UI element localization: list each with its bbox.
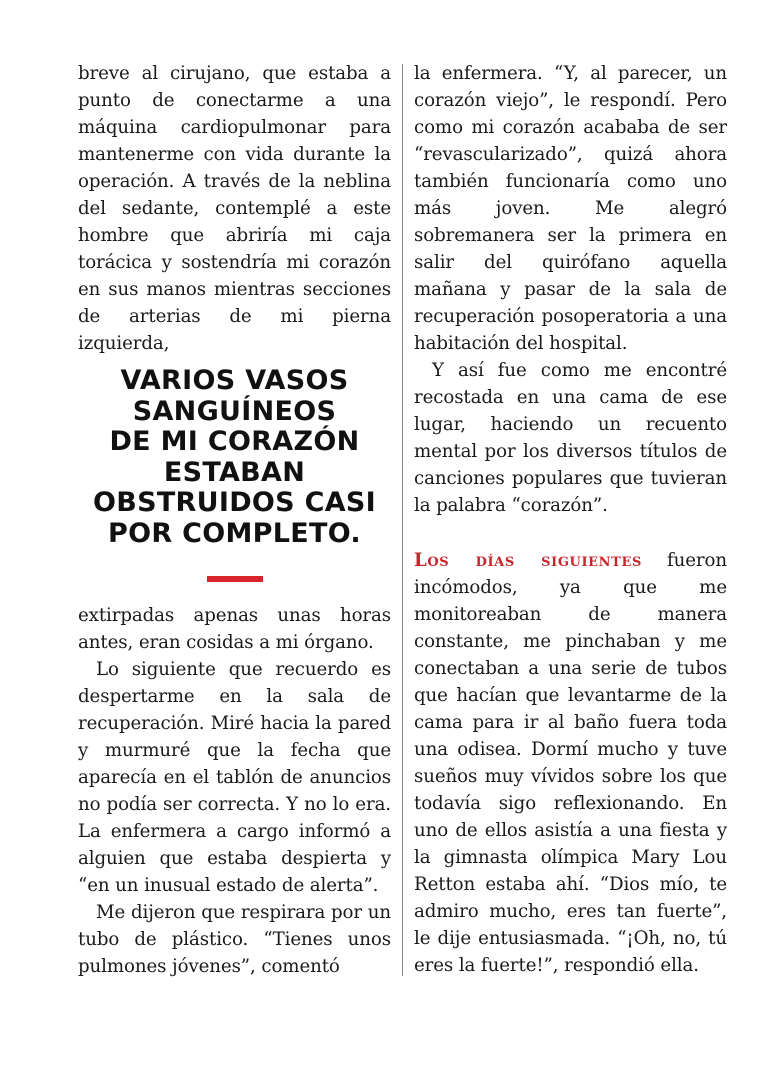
pull-quote <box>78 366 391 582</box>
right-text-top <box>414 60 727 519</box>
section-lead-in: Los días siguientes <box>414 550 642 571</box>
paragraph: breve al cirujano, que estaba a punto de conectarme a una máquina cardiopulmonar para mantenerme con vida durante la operación. A través de la neblina del sedante, contemplé a este hombre que abriría mi caja torácica y sostendría mi corazón en sus manos mientras secciones de arterias de mi pierna izquierda, <box>78 63 391 354</box>
paragraph <box>414 547 727 979</box>
pull-quote-line: OBSTRUIDOS CASI <box>92 487 377 518</box>
pull-quote-text <box>78 366 391 549</box>
pull-quote-line: DE MI CORAZÓN <box>109 426 360 457</box>
left-text-bottom <box>78 602 391 980</box>
pull-quote-line: SANGUÍNEOS <box>132 395 337 427</box>
paragraph: Lo siguiente que recuerdo es despertarme en la sala de recuperación. Miré hacia la pared y murmuré que la fecha que aparecía en el tablón de anuncios no podía ser correcta. Y no lo era. La enfermera a cargo informó a alguien que estaba despierta y “en un inusual estado de alerta”. <box>78 659 391 896</box>
pull-quote-line: ESTABAN <box>163 456 306 488</box>
paragraph: la enfermera. “Y, al parecer, un corazón viejo”, le respondí. Pero como mi corazón acababa de ser “revascularizado”, quizá ahora también funcionaría como uno más joven. Me alegró sobremanera ser la primera en salir del quirófano aquella mañana y pasar de la sala de recuperación posoperatoria a una habitación del hospital. <box>414 63 727 354</box>
pull-quote-line: VARIOS VASOS <box>120 365 349 396</box>
paragraph: extirpadas apenas unas horas antes, eran cosidas a mi órgano. <box>78 605 391 653</box>
paragraph: Y así fue como me encontré recostada en una cama de ese lugar, haciendo un recuento mental por los diversos títulos de canciones populares que tuvieran la palabra “corazón”. <box>414 360 727 516</box>
column-divider <box>402 64 403 976</box>
paragraph: Me dijeron que respirara por un tubo de plástico. “Tienes unos pulmones jóvenes”, comentó <box>78 902 391 977</box>
paragraph-text: fueron incómodos, ya que me monitoreaban de manera constante, me pinchaban y me conectaban a una serie de tubos que hacían que levantarme de la cama para ir al baño fuera toda una odisea. Dormí mucho y tuve sueños muy vívidos sobre los que todavía sigo reflexionando. En uno de ellos asistía a una fiesta y la gimnasta olímpica Mary Lou Retton estaba ahí. “Dios mío, te admiro mucho, eres tan fuerte”, le dije entusiasmada. “¡Oh, no, tú eres la fuerte!”, respondió ella. <box>414 550 727 976</box>
right-text-bottom <box>414 547 727 979</box>
left-text-top <box>78 60 391 357</box>
pull-quote-accent-bar <box>207 576 263 582</box>
pull-quote-line: POR COMPLETO. <box>108 517 361 549</box>
